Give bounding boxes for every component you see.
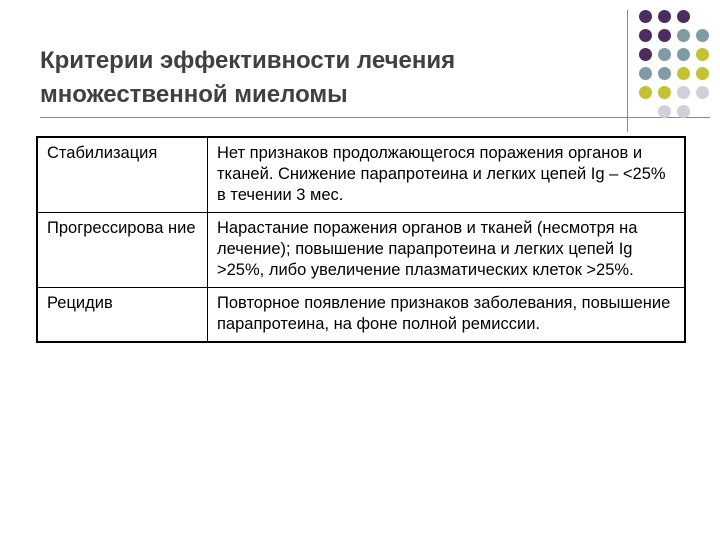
criterion-description: Нет признаков продолжающегося поражения органов и тканей. Снижение парапротеина и легких цепей Ig – <25% в течении 3 мес.	[208, 137, 686, 213]
decorative-dot	[639, 29, 652, 42]
decorative-dot	[696, 67, 709, 80]
decorative-dot	[639, 48, 652, 61]
decorative-dot	[677, 48, 690, 61]
decorative-dot	[639, 67, 652, 80]
decorative-dot	[677, 29, 690, 42]
decorative-dot	[658, 86, 671, 99]
decorative-dot	[696, 48, 709, 61]
criterion-term: Рецидив	[37, 288, 208, 343]
criterion-description: Нарастание поражения органов и тканей (несмотря на лечение); повышение парапротеина и легких цепей Ig >25%, либо увеличение плазматических клеток >25%.	[208, 213, 686, 288]
decorative-dot	[639, 86, 652, 99]
criterion-description: Повторное появление признаков заболевания, повышение парапротеина, на фоне полной ремиссии.	[208, 288, 686, 343]
decorative-dot	[658, 10, 671, 23]
table-row	[37, 137, 685, 213]
criterion-term: Прогрессирова ние	[37, 213, 208, 288]
criterion-term: Стабилизация	[37, 137, 208, 213]
decorative-dot	[658, 29, 671, 42]
decorative-vertical-line	[627, 10, 628, 132]
decorative-dot	[639, 10, 652, 23]
slide-title-line-1: Критерии эффективности лечения	[40, 47, 456, 74]
slide-title-line-2: множественной миеломы	[40, 81, 348, 108]
decorative-dot	[696, 29, 709, 42]
decorative-dot	[658, 48, 671, 61]
decorative-dot	[658, 67, 671, 80]
decorative-dot	[677, 10, 690, 23]
decorative-dot	[677, 67, 690, 80]
decorative-dot	[677, 105, 690, 118]
slide-title	[40, 44, 600, 112]
decorative-dot	[658, 105, 671, 118]
table-row	[37, 213, 685, 288]
title-underline	[40, 117, 710, 118]
criteria-table	[36, 136, 686, 343]
decorative-dot-grid	[639, 10, 719, 120]
table-row	[37, 288, 685, 343]
decorative-dot	[677, 86, 690, 99]
decorative-dot	[696, 86, 709, 99]
